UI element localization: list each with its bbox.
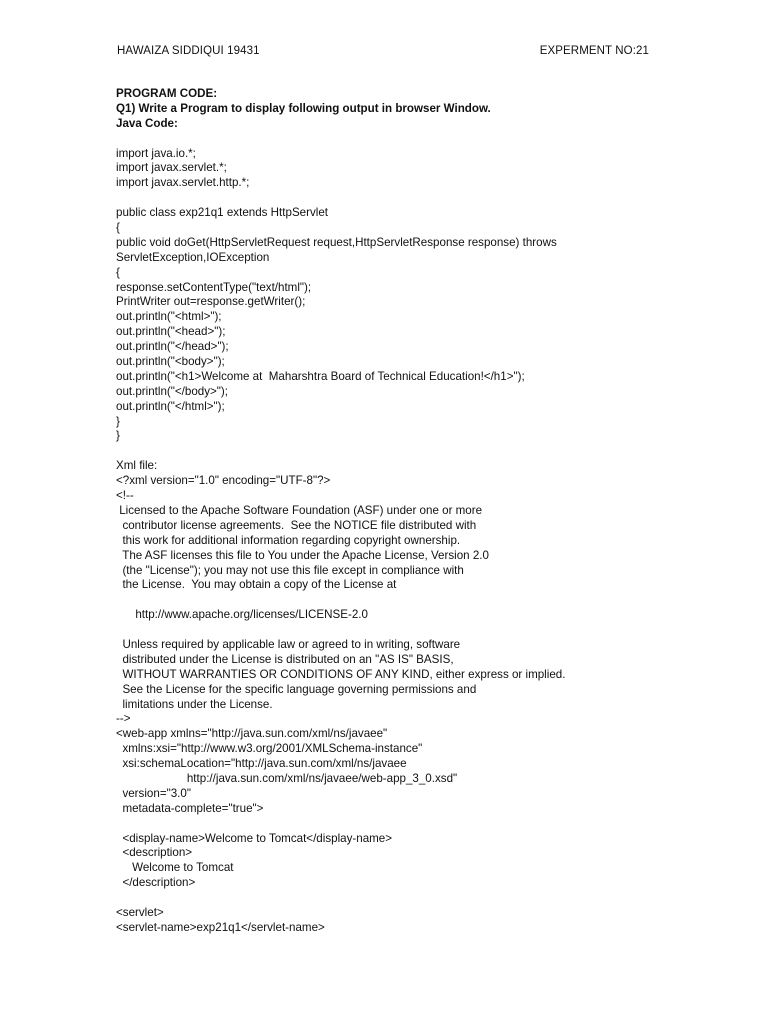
code-line: Licensed to the Apache Software Foundation (ASF) under one or more xyxy=(116,503,483,517)
code-line: public class exp21q1 extends HttpServlet xyxy=(116,206,329,220)
code-line: <web-app xmlns="http://java.sun.com/xml/ns/javaee" xyxy=(116,727,388,741)
code-line: { xyxy=(116,265,120,279)
code-line xyxy=(116,623,676,638)
code-line: <display-name>Welcome to Tomcat</display-name> xyxy=(116,831,393,845)
code-line: xsi:schemaLocation="http://java.sun.com/xml/ns/javaee xyxy=(116,757,407,771)
code-line: out.println("</html>"); xyxy=(116,399,225,413)
code-line: (the "License"); you may not use this file except in compliance with xyxy=(116,563,464,577)
code-line: xmlns:xsi="http://www.w3.org/2001/XMLSchema-instance" xyxy=(116,742,423,756)
code-line: See the License for the specific language governing permissions and xyxy=(116,682,477,696)
code-line: out.println("</body>"); xyxy=(116,384,228,398)
code-line: { xyxy=(116,221,120,235)
code-line xyxy=(116,891,676,906)
code-line: } xyxy=(116,429,120,443)
code-line: <?xml version="1.0" encoding="UTF-8"?> xyxy=(116,474,331,488)
code-line: distributed under the License is distributed on an "AS IS" BASIS, xyxy=(116,652,454,666)
code-line xyxy=(116,191,676,206)
code-line: } xyxy=(116,414,120,428)
code-line: out.println("<head>"); xyxy=(116,325,226,339)
code-line: import javax.servlet.*; xyxy=(116,161,227,175)
code-line: PrintWriter out=response.getWriter(); xyxy=(116,295,306,309)
heading-line: PROGRAM CODE: xyxy=(116,87,218,100)
code-line: Unless required by applicable law or agreed to in writing, software xyxy=(116,637,461,651)
code-line xyxy=(116,593,676,608)
code-line: <servlet-name>exp21q1</servlet-name> xyxy=(116,920,325,934)
code-line: public void doGet(HttpServletRequest request,HttpServletResponse response) throws xyxy=(116,235,557,249)
code-line: version="3.0" xyxy=(116,786,191,800)
code-line xyxy=(116,132,676,147)
code-line xyxy=(116,444,676,459)
experiment-number: EXPERMENT NO:21 xyxy=(539,45,649,57)
code-line: response.setContentType("text/html"); xyxy=(116,280,312,294)
code-line: import javax.servlet.http.*; xyxy=(116,176,250,190)
code-line: <description> xyxy=(116,846,193,860)
heading-line: Q1) Write a Program to display following output in browser Window. xyxy=(116,101,491,115)
code-line: --> xyxy=(116,712,131,726)
code-line: http://java.sun.com/xml/ns/javaee/web-app_3_0.xsd" xyxy=(116,771,458,785)
heading-line: Java Code: xyxy=(116,116,178,130)
code-line: Welcome to Tomcat xyxy=(116,861,234,875)
code-line: WITHOUT WARRANTIES OR CONDITIONS OF ANY KIND, either express or implied. xyxy=(116,667,566,681)
code-line xyxy=(116,817,676,832)
code-line: <servlet> xyxy=(116,905,164,919)
code-line: out.println("</head>"); xyxy=(116,340,229,354)
page-header xyxy=(117,45,649,63)
code-line: out.println("<h1>Welcome at Maharshtra Board of Technical Education!</h1>"); xyxy=(116,369,525,383)
code-line: contributor license agreements. See the NOTICE file distributed with xyxy=(116,518,477,532)
code-line: ServletException,IOException xyxy=(116,250,270,264)
code-line: </description> xyxy=(116,876,196,890)
code-line: metadata-complete="true"> xyxy=(116,801,264,815)
code-line: this work for additional information regarding copyright ownership. xyxy=(116,533,461,547)
code-line: import java.io.*; xyxy=(116,146,196,160)
program-code-body xyxy=(116,87,676,936)
code-line: the License. You may obtain a copy of the License at xyxy=(116,578,397,592)
code-line: The ASF licenses this file to You under the Apache License, Version 2.0 xyxy=(116,548,489,562)
code-line: http://www.apache.org/licenses/LICENSE-2.0 xyxy=(116,608,368,622)
code-line: limitations under the License. xyxy=(116,697,273,711)
author-label: HAWAIZA SIDDIQUI 19431 xyxy=(117,45,260,57)
code-line: out.println("<body>"); xyxy=(116,355,225,369)
code-line: out.println("<html>"); xyxy=(116,310,222,324)
code-line: Xml file: xyxy=(116,459,158,473)
code-line: <!-- xyxy=(116,489,134,503)
